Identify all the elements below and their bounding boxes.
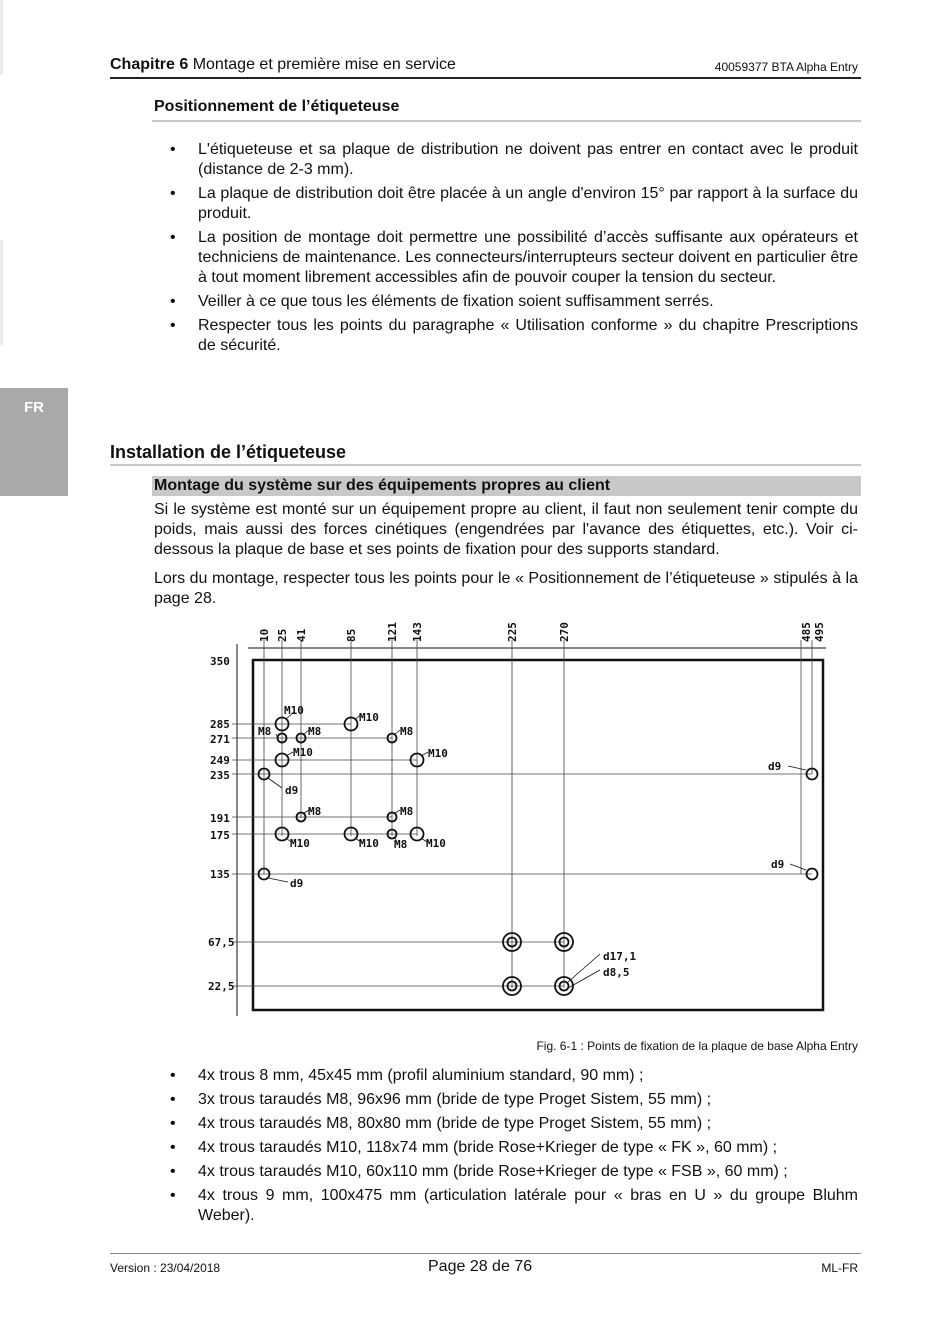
section-heading-rule — [110, 464, 861, 466]
dim-x-1: 25 — [276, 628, 289, 642]
label-m8: M8 — [400, 725, 414, 738]
base-plate-drawing — [196, 616, 856, 1026]
label-m10: M10 — [426, 837, 446, 850]
subheading-mounting: Montage du système sur des équipements propres au client — [154, 477, 611, 494]
language-tab — [0, 388, 68, 496]
label-m8: M8 — [258, 725, 272, 738]
section-heading-rule — [152, 120, 861, 122]
footer-rule — [110, 1253, 861, 1254]
dim-x-2: 41 — [295, 628, 308, 642]
page-edge-mark — [0, 240, 3, 345]
label-m10: M10 — [428, 747, 448, 760]
label-d9: d9 — [285, 784, 299, 797]
dim-y-1: 285 — [210, 718, 230, 731]
label-m8: M8 — [400, 805, 414, 818]
list-item: • 4x trous 9 mm, 100x475 mm (articulation latérale pour « bras en U » du groupe Bluhm Weber). — [170, 1186, 858, 1226]
list-item: • La position de montage doit permettre une possibilité d’accès suffisante aux opérateurs et techniciens de maintenance. Les connecteurs/interrupteurs secteur doivent en particulier être à tout moment librement accessibles afin de pouvoir couper la tension du secteur. — [170, 228, 858, 288]
x-dimension-labels — [258, 622, 826, 642]
dim-x-5: 143 — [411, 622, 424, 642]
dim-y-5: 191 — [210, 812, 230, 825]
dim-x-4: 121 — [386, 622, 399, 642]
list-item: • 4x trous 8 mm, 45x45 mm (profil aluminium standard, 90 mm) ; — [170, 1066, 858, 1086]
label-m10: M10 — [359, 711, 379, 724]
dim-y-6: 175 — [210, 829, 230, 842]
list-item: • Respecter tous les points du paragraphe « Utilisation conforme » du chapitre Prescriptions de sécurité. — [170, 316, 858, 356]
dim-y-4: 235 — [210, 769, 230, 782]
figure-caption: Fig. 6-1 : Points de fixation de la plaque de base Alpha Entry — [536, 1039, 858, 1053]
page-edge-mark — [0, 0, 3, 75]
label-d9: d9 — [771, 858, 785, 871]
label-d17: d17,1 — [603, 950, 637, 963]
positioning-bullet-list — [170, 140, 858, 360]
dim-x-3: 85 — [345, 628, 358, 642]
label-d9: d9 — [768, 760, 782, 773]
dim-x-7: 270 — [558, 622, 571, 642]
document-reference: 40059377 BTA Alpha Entry — [714, 60, 858, 74]
dim-y-9: 22,5 — [208, 980, 235, 993]
label-m8: M8 — [394, 838, 408, 851]
dim-x-6: 225 — [506, 622, 519, 642]
dim-y-2: 271 — [210, 733, 230, 746]
list-item: • 4x trous taraudés M8, 80x80 mm (bride de type Proget Sistem, 55 mm) ; — [170, 1114, 858, 1134]
dim-y-8: 67,5 — [208, 936, 235, 949]
chapter-label: Chapitre 6 — [110, 56, 189, 73]
list-item: • Veiller à ce que tous les éléments de fixation soient suffisamment serrés. — [170, 292, 858, 312]
header-rule — [110, 77, 861, 79]
footer-language: ML-FR — [821, 1261, 858, 1275]
label-m10: M10 — [359, 837, 379, 850]
label-m10: M10 — [290, 837, 310, 850]
dim-y-7: 135 — [210, 868, 230, 881]
label-m8: M8 — [308, 805, 322, 818]
dim-y-0: 350 — [210, 655, 230, 668]
y-dimension-labels — [208, 655, 235, 993]
dim-x-9: 495 — [813, 622, 826, 642]
section-heading-installation: Installation de l’étiqueteuse — [110, 442, 347, 462]
section-heading-positioning: Positionnement de l’étiqueteuse — [154, 98, 400, 115]
language-tab-label: FR — [24, 399, 44, 416]
label-d85: d8,5 — [603, 966, 630, 979]
paragraph-mounting-intro: Si le système est monté sur un équipement propre au client, il faut non seulement tenir compte du poids, mais aussi des forces cinétiques (engendrées par l'avance des étiquettes, etc.). Voir ci-dessous la plaque de base et ses points de fixation pour des supports standard. — [154, 501, 858, 558]
list-item: • 4x trous taraudés M10, 118x74 mm (bride Rose+Krieger de type « FK », 60 mm) ; — [170, 1138, 858, 1158]
list-item: • La plaque de distribution doit être placée à un angle d'environ 15° par rapport à la surface du produit. — [170, 184, 858, 224]
page-header-chapter — [110, 56, 456, 74]
mounting-holes — [259, 718, 818, 996]
footer-version: Version : 23/04/2018 — [110, 1261, 221, 1275]
dim-x-8: 485 — [800, 622, 813, 642]
dim-y-3: 249 — [210, 754, 230, 767]
label-m10: M10 — [284, 704, 304, 717]
label-m8: M8 — [308, 725, 322, 738]
subheading-bar — [152, 476, 861, 496]
list-item: • 4x trous taraudés M10, 60x110 mm (bride Rose+Krieger de type « FSB », 60 mm) ; — [170, 1162, 858, 1182]
hole-list — [170, 1066, 858, 1230]
footer-page-number: Page 28 de 76 — [428, 1258, 533, 1275]
list-item: • 3x trous taraudés M8, 96x96 mm (bride de type Proget Sistem, 55 mm) ; — [170, 1090, 858, 1110]
label-m10: M10 — [293, 746, 313, 759]
dim-x-0: 10 — [258, 628, 271, 642]
list-item: • L'étiqueteuse et sa plaque de distribution ne doivent pas entrer en contact avec le produit (distance de 2-3 mm). — [170, 140, 858, 180]
paragraph-mounting-reference: Lors du montage, respecter tous les points pour le « Positionnement de l’étiqueteuse » stipulés à la page 28. — [154, 570, 858, 607]
label-d9: d9 — [290, 877, 304, 890]
chapter-title: Montage et première mise en service — [192, 56, 456, 73]
